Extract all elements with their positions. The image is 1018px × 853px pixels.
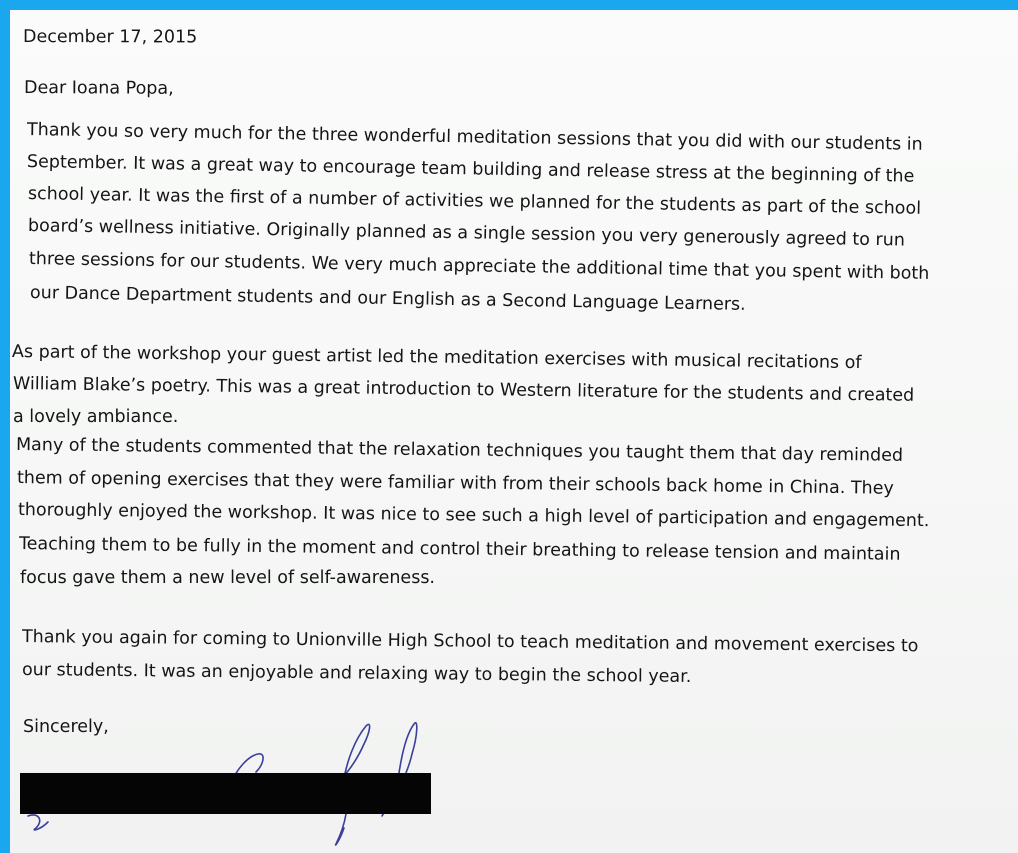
paragraph-3-line: them of opening exercises that they were familiar with from their schools back home in China. They [16,468,894,499]
paragraph-1-line: September. It was a great way to encourage team building and release stress at the beginning of the [26,152,915,187]
paragraph-1-line: board’s wellness initiative. Originally planned as a single session you very generously agreed to run [27,216,906,251]
paragraph-4-line: Thank you again for coming to Unionville High School to teach meditation and movement exercises to [21,627,919,657]
letter-date: December 17, 2015 [22,27,198,48]
paragraph-3-line: Many of the students commented that the relaxation techniques you taught them that day reminded [15,435,904,466]
paragraph-1-line: three sessions for our students. We very much appreciate the additional time that you spent with both [28,249,930,284]
paragraph-3-line: thoroughly enjoyed the workshop. It was nice to see such a high level of participation and engagement. [17,500,930,532]
redaction-bar [20,773,431,814]
paragraph-4-line: our students. It was an enjoyable and relaxing way to begin the school year. [21,660,692,688]
letter-salutation: Dear Ioana Popa, [23,78,174,99]
paragraph-1-line: school year. It was the first of a number of activities we planned for the students as part of the school [27,184,922,219]
signature-scribble [10,10,1018,853]
paragraph-2-line: As part of the workshop your guest artist led the meditation exercises with musical recitations of [11,342,862,374]
paragraph-2-line: William Blake’s poetry. This was a great introduction to Western literature for the students and created [12,374,915,406]
letter-page [10,10,1018,853]
paragraph-3-line: Teaching them to be fully in the moment and control their breathing to release tension and maintain [18,534,901,565]
paragraph-1-line: our Dance Department students and our English as a Second Language Learners. [29,283,746,315]
paragraph-1-line: Thank you so very much for the three wonderful meditation sessions that you did with our students in [26,120,923,155]
paragraph-2-line: a lovely ambiance. [13,407,179,427]
letter-closing: Sincerely, [23,717,109,737]
paragraph-3-line: focus gave them a new level of self-awareness. [20,568,435,588]
